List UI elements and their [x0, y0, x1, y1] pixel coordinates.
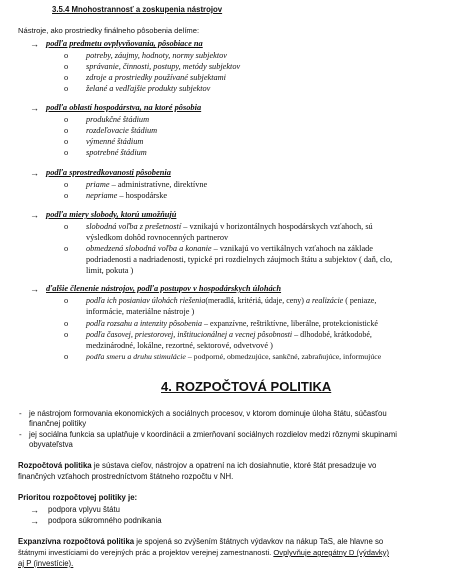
priority-item: podpora vplyvu štátu: [48, 505, 120, 514]
list-item: podľa ich posianiav úlohách riešenia(meradlá, kritériá, údaje, ceny) a realizácie ( peniaze,: [86, 296, 377, 305]
circle-bullet-icon: o: [64, 352, 69, 361]
dash-point: je nástrojom formovania ekonomických a sociálnych procesov, v ktorom dominuje úloha štátu, súčasťou: [29, 409, 387, 418]
chapter-heading: 4. ROZPOČTOVÁ POLITIKA: [161, 379, 332, 394]
circle-bullet-icon: o: [64, 330, 69, 339]
expansive-continuation: aj P (investície).: [18, 559, 74, 568]
priority-item: podpora súkromného podnikania: [48, 516, 162, 525]
list-item: podľa rozsahu a intenzity pôsobenia – expanzívne, reštriktívne, liberálne, protekcionistické: [86, 319, 378, 328]
expansive-paragraph: Expanzívna rozpočtová politika je spojená so zvýšením štátnych výdavkov na nákup TaS, ale hlavne so: [18, 537, 384, 546]
arrow-bullet-icon: →: [30, 210, 39, 220]
category-label: podľa miery slobody, ktorú umožňujú: [46, 210, 177, 219]
list-item: želané a vedľajšie produkty subjektov: [86, 84, 211, 93]
dash-point: jej sociálna funkcia sa uplatňuje v koordinácii a zmierňovaní sociálnych rozdielov medzi rôznymi skupinami: [29, 430, 397, 439]
list-item: rozdeľovacie štádium: [86, 126, 158, 135]
list-item: nepriame – hospodárske: [86, 191, 168, 200]
arrow-bullet-icon: →: [30, 39, 39, 49]
dash-bullet-icon: -: [19, 409, 22, 418]
section-title: 3.5.4 Mnohostrannosť a zoskupenia nástrojov: [52, 5, 223, 14]
circle-bullet-icon: o: [64, 222, 69, 231]
expansive-continuation: štátnymi investíciami do verejných prác a projektov verejnej zamestnanosti. Ovplyvňuje agregátny D (výdavky): [18, 548, 390, 557]
definition-paragraph: Rozpočtová politika je sústava cieľov, nástrojov a opatrení na ich dosiahnutie, ktoré štát presadzuje vo: [18, 461, 377, 470]
list-item: výmenné štádium: [86, 137, 144, 146]
category-label: podľa oblastí hospodárstva, na ktoré pôsobia: [46, 103, 202, 112]
list-item-continuation: informácie, materiálne nástroje ): [86, 307, 195, 316]
list-item-continuation: výsledkom dohôd rovnocenných partnerov: [86, 233, 229, 242]
list-item: podľa časovej, priestorovej, inštitucionálnej a vecnej pôsobnosti – dlhodobé, krátkodobé,: [86, 330, 372, 339]
arrow-bullet-icon: →: [30, 103, 39, 113]
circle-bullet-icon: o: [64, 296, 69, 305]
list-item: podľa smeru a druhu stimulácie – podporné, obmedzujúce, sankčné, zabraňujúce, informujúce: [86, 352, 382, 361]
circle-bullet-icon: o: [64, 180, 69, 189]
intro-text: Nástroje, ako prostriedky finálneho pôsobenia delíme:: [18, 26, 200, 35]
list-item: obmedzená slobodná voľba a konanie – vznikajú vo vertikálnych vzťahoch na základe: [86, 244, 373, 253]
arrow-bullet-icon: →: [30, 505, 39, 515]
dash-point-continuation: finančnej politiky: [29, 419, 87, 428]
list-item: správanie, činnosti, postupy, metódy subjektov: [86, 62, 241, 71]
circle-bullet-icon: o: [64, 244, 69, 253]
list-item: potreby, záujmy, hodnoty, normy subjektov: [86, 51, 227, 60]
priorities-heading: Prioritou rozpočtovej politiky je:: [18, 493, 138, 502]
circle-bullet-icon: o: [64, 115, 69, 124]
circle-bullet-icon: o: [64, 84, 69, 93]
circle-bullet-icon: o: [64, 191, 69, 200]
arrow-bullet-icon: →: [30, 168, 39, 178]
dash-point-continuation: obyvateľstva: [29, 440, 73, 449]
category-label: podľa predmetu ovplyvňovania, pôsobiace na: [46, 39, 203, 48]
list-item: produkčné štádium: [86, 115, 150, 124]
circle-bullet-icon: o: [64, 62, 69, 71]
arrow-bullet-icon: →: [30, 516, 39, 526]
list-item-continuation: medzinárodné, lokálne, rezortné, sektorové, odvetvové ): [86, 341, 273, 350]
list-item: priame – administratívne, direktívne: [86, 180, 208, 189]
list-item: slobodná voľba z prešetností – vznikajú v horizontálnych hospodárskych vzťahoch, sú: [86, 222, 373, 231]
circle-bullet-icon: o: [64, 73, 69, 82]
dash-bullet-icon: -: [19, 430, 22, 439]
list-item: spotrebné štádium: [86, 148, 147, 157]
circle-bullet-icon: o: [64, 148, 69, 157]
circle-bullet-icon: o: [64, 126, 69, 135]
arrow-bullet-icon: →: [30, 284, 39, 294]
category-label: podľa sprostredkovanosti pôsobenia: [46, 168, 171, 177]
list-item-continuation: podriadenosti a nadriadenosti, typické pri rozdielnych záujmoch štátu a subjektov ( daň, clo,: [86, 255, 393, 264]
definition-continuation: finančných vzťahoch prostredníctvom štátneho rozpočtu v NH.: [18, 472, 234, 481]
circle-bullet-icon: o: [64, 51, 69, 60]
circle-bullet-icon: o: [64, 137, 69, 146]
circle-bullet-icon: o: [64, 319, 69, 328]
list-item: zdroje a prostriedky používané subjektami: [86, 73, 226, 82]
list-item-continuation: limit, pokuta ): [86, 266, 134, 275]
category-label: ďalšie členenie nástrojov, podľa postupov v hospodárskych úlohách: [46, 284, 282, 293]
